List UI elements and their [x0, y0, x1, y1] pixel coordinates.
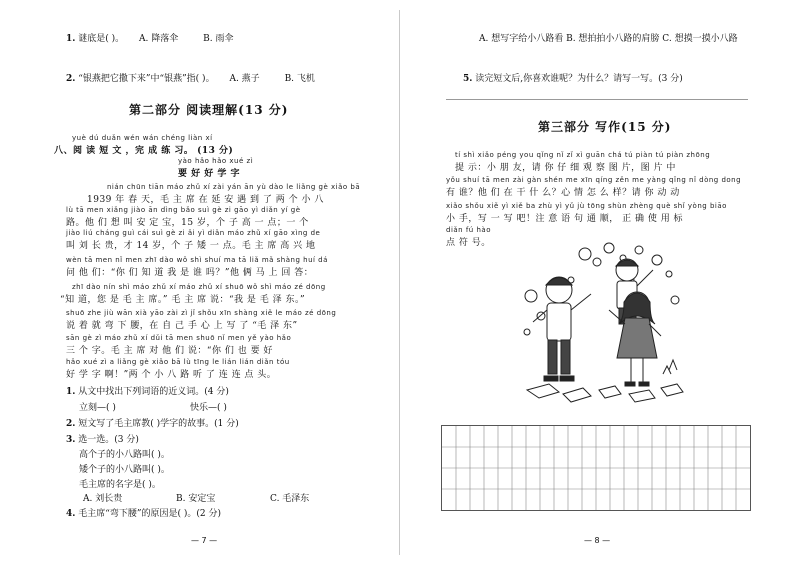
part8-text: 八、阅 读 短 文 ，完 成 练 习。 — [54, 146, 194, 156]
story-line-pinyin: hǎo xué zì a liǎng gè xiǎo bā lù tīng le lián lián diǎn tóu — [66, 358, 290, 366]
prompt-line-pinyin: yǒu shuí tā men zài gàn shén me xīn qíng zěn me yàng qǐng nǐ dòng dong — [446, 176, 742, 184]
story-line-pinyin: shuō zhe jiù wān xià yāo zài zì jǐ shǒu xīn shàng xiě le máo zé dōng — [66, 309, 337, 317]
exercise-3-line-1: 高个子的小八路叫( )。 — [79, 450, 170, 460]
question-number: 1. — [66, 34, 76, 44]
question-text: “银燕把它撒下来”中“银燕”指( )。 — [78, 74, 215, 84]
section-title-reading: 第二部分 阅读理解(13 分) — [129, 103, 289, 117]
exercise-3 — [66, 432, 139, 445]
children-bubbles-illustration — [519, 240, 689, 405]
exercise-4 — [66, 506, 221, 519]
story-line: 好 学 字 啊！”两 个 小 八 路 听 了 连 连 点 头。 — [66, 370, 277, 380]
exercise-1-blank-b: 快乐—( ) — [190, 403, 227, 413]
option-a: A. 燕子 — [229, 74, 260, 84]
question-5 — [463, 71, 683, 84]
exercise-3-option-b: B. 安定宝 — [176, 494, 216, 504]
exercise-text: 选一选。(3 分) — [78, 435, 139, 445]
exercise-text: 短文写了毛主席教( )学字的故事。(1 分) — [78, 419, 239, 429]
story-title-pinyin: yào hǎo hǎo xué zì — [178, 157, 254, 165]
exercise-3-line-2: 矮个子的小八路叫( )。 — [79, 465, 170, 475]
question-text: 读完短文后,你喜欢谁呢？为什么？请写一写。(3 分) — [475, 74, 683, 84]
prompt-line-pinyin: tí shì xiǎo péng you qǐng nǐ zǐ xì guān chá tú piàn tú piàn zhōng — [455, 151, 711, 159]
page-number-left: — 7 — — [191, 536, 218, 545]
story-line: “知 道，您 是 毛 主 席。” 毛 主 席 说：“我 是 毛 泽 东。” — [60, 295, 306, 305]
exercise-1-blank-a: 立刻—( ) — [79, 403, 116, 413]
story-line-pinyin: lù tā men xiǎng jiào ān dìng bǎo suì gè zi gāo yì diǎn yí gè — [66, 206, 301, 214]
story-line-pinyin: sān gè zì máo zhǔ xí dǔi tā men shuō nǐ men yě yào hǎo — [66, 334, 292, 342]
question-number: 2. — [66, 74, 76, 84]
question-2 — [66, 71, 315, 84]
story-line: 叫 刘 长 贵，才 14 岁，个 子 矮 一 点。毛 主 席 高 兴 地 — [66, 241, 316, 251]
exercise-3-line-3: 毛主席的名字是( )。 — [79, 480, 161, 490]
question-1 — [66, 31, 234, 44]
story-line: 问 他 们：“你 们 知 道 我 是 谁 吗？”他 俩 马 上 回 答： — [66, 268, 314, 278]
option-b: B. 雨伞 — [203, 34, 234, 44]
story-line-pinyin: wèn tā men nǐ men zhī dào wǒ shì shuí ma tā liǎ mǎ shàng huí dá — [66, 256, 328, 264]
story-line: 三 个 字。毛 主 席 对 他 们 说：“你 们 也 要 好 — [66, 346, 273, 356]
exercise-3-option-c: C. 毛泽东 — [270, 494, 310, 504]
page-number-right: — 8 — — [584, 536, 611, 545]
section-title-writing: 第三部分 写作(15 分) — [538, 120, 672, 134]
question-4-options: A. 想写字给小八路看 B. 想拍拍小八路的肩膀 C. 想摸一摸小八路 — [479, 34, 738, 44]
prompt-line: 提 示：小 朋 友，请 你 仔 细 观 察 图 片，图 片 中 — [455, 163, 676, 173]
story-line: 路。他 们 想 叫 安 定 宝，15 岁，个 子 高 一 点；一 个 — [66, 218, 309, 228]
writing-grid-lines — [442, 426, 750, 510]
exercise-text: 毛主席“弯下腰”的原因是( )。(2 分) — [78, 509, 221, 519]
story-line-pinyin: jiào liú cháng guì cái suì gè zi ǎi yì diǎn máo zhǔ xí gāo xìng de — [66, 229, 321, 237]
exercise-number: 1. — [66, 387, 76, 397]
prompt-line-pinyin: diǎn fú hào — [446, 226, 491, 234]
option-a: A. 降落伞 — [139, 34, 179, 44]
option-b: B. 飞机 — [284, 74, 315, 84]
exercise-2 — [66, 416, 239, 429]
exercise-3-option-a: A. 刘长贵 — [83, 494, 123, 504]
story-line: 说 着 就 弯 下 腰，在 自 己 手 心 上 写 了 “毛 泽 东” — [66, 321, 298, 331]
story-line-pinyin: zhī dào nín shì máo zhǔ xí máo zhǔ xí shuō wǒ shì máo zé dōng — [72, 283, 326, 291]
exercise-number: 3. — [66, 435, 76, 445]
part8-pinyin: yuè dú duǎn wén wán chéng liàn xí — [72, 134, 213, 142]
prompt-line-pinyin: xiǎo shǒu xiě yì xiě ba zhù yì yǔ jù tōng shùn zhèng què shǐ yòng biāo — [446, 202, 727, 210]
part8-score: (13 分) — [197, 146, 234, 156]
exercise-text: 从文中找出下列词语的近义词。(4 分) — [78, 387, 229, 397]
question-number: 5. — [463, 74, 473, 84]
prompt-line: 点 符 号。 — [446, 238, 491, 248]
prompt-line: 小 手，写 一 写 吧！注 意 语 句 通 顺， 正 确 使 用 标 — [446, 214, 684, 224]
story-title: 要 好 好 学 字 — [178, 169, 241, 179]
story-line-pinyin: nián chūn tiān máo zhǔ xí zài yán ān yù dào le liǎng gè xiǎo bā — [107, 183, 361, 191]
exercise-number: 2. — [66, 419, 76, 429]
question-text: 谜底是( )。 — [78, 34, 125, 44]
part8-heading — [54, 143, 233, 156]
prompt-line: 有 谁？他 们 在 干 什 么？心 情 怎 么 样？请 你 动 动 — [446, 188, 680, 198]
answer-line — [446, 99, 748, 100]
exercise-number: 4. — [66, 509, 76, 519]
story-line: 1939 年 春 天，毛 主 席 在 延 安 遇 到 了 两 个 小 八 — [87, 195, 324, 205]
exercise-1 — [66, 384, 229, 397]
writing-grid[interactable] — [441, 425, 751, 511]
